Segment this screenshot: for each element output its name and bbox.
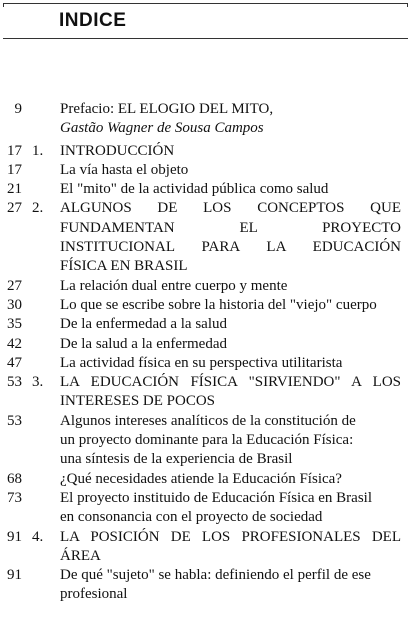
entry-title (60, 161, 411, 180)
entry-title-line: profesional (60, 586, 128, 603)
page-number: 91 (7, 567, 22, 584)
entry-title (60, 373, 411, 412)
toc-entry (0, 335, 411, 354)
toc-entry (0, 142, 411, 161)
entry-title-line: De la salud a la enfermedad (60, 335, 227, 352)
entry-title-line: un proyecto dominante para la Educación Física: (60, 432, 354, 449)
entry-title (60, 296, 411, 315)
top-border (3, 3, 408, 4)
entry-title-line: INTRODUCCIÓN (60, 142, 175, 159)
page-number: 68 (7, 470, 22, 487)
table-of-contents (0, 100, 411, 605)
entry-title-line: LA POSICIÓN DE LOS PROFESIONALES DEL (60, 528, 401, 545)
title-divider (3, 38, 408, 39)
entry-title-line: FÍSICA EN BRASIL (60, 258, 188, 275)
entry-title (60, 470, 411, 489)
toc-entry (0, 277, 411, 296)
entry-title-line: La relación dual entre cuerpo y mente (60, 277, 288, 294)
entry-title-line: LA EDUCACIÓN FÍSICA "SIRVIENDO" A LOS (60, 374, 401, 391)
entry-title (60, 315, 411, 334)
page-number: 91 (7, 528, 22, 545)
entry-title-line: De la enfermedad a la salud (60, 316, 227, 333)
entry-title-line: Prefacio: EL ELOGIO DEL MITO, (60, 101, 274, 117)
entry-author: Gastão Wagner de Sousa Campos (60, 120, 264, 137)
toc-entry (0, 315, 411, 334)
entry-title (60, 335, 411, 354)
page-number: 73 (7, 489, 22, 506)
toc-entry (0, 373, 411, 412)
chapter-number: 3. (32, 374, 44, 391)
entry-title-line: ¿Qué necesidades atiende la Educación Física? (60, 470, 342, 487)
toc-entry (0, 566, 411, 605)
entry-title-line: una síntesis de la experiencia de Brasil (60, 451, 293, 468)
entry-title (60, 489, 411, 528)
page-number: 53 (7, 412, 22, 429)
toc-entry (0, 489, 411, 528)
toc-entry (0, 199, 411, 276)
page-number: 17 (7, 161, 22, 178)
entry-title-line: Algunos intereses analíticos de la constitución de (60, 412, 356, 429)
entry-title-line: El proyecto instituido de Educación Física en Brasil (60, 489, 373, 506)
page-number: 53 (7, 374, 22, 391)
entry-title-line: INTERESES DE POCOS (60, 393, 216, 410)
page-number: 27 (7, 200, 22, 217)
page-title: INDICE (59, 10, 127, 31)
entry-title-line: FUNDAMENTAN EL PROYECTO (60, 219, 401, 236)
entry-title (60, 354, 411, 373)
entry-title-line: ÁREA (60, 547, 101, 564)
entry-title-line: La vía hasta el objeto (60, 161, 189, 178)
entry-title (60, 566, 411, 605)
entry-title-line: INSTITUCIONAL PARA LA EDUCACIÓN (60, 239, 401, 256)
page-number: 17 (7, 142, 22, 159)
page-number: 30 (7, 296, 22, 313)
toc-entry (0, 161, 411, 180)
left-border-tick (3, 3, 4, 7)
entry-title-line: ALGUNOS DE LOS CONCEPTOS QUE (60, 200, 401, 217)
right-border-tick (407, 3, 408, 7)
entry-title-line: Lo que se escribe sobre la historia del "viejo" cuerpo (60, 296, 377, 313)
chapter-number: 4. (32, 528, 44, 545)
toc-entry (0, 528, 411, 567)
chapter-number: 1. (32, 142, 44, 159)
entry-title-line: El "mito" de la actividad pública como salud (60, 181, 329, 198)
entry-title (60, 528, 411, 567)
page-number: 42 (7, 335, 22, 352)
entry-title (60, 100, 411, 139)
page-number: 27 (7, 277, 22, 294)
entry-title (60, 199, 411, 276)
page-number: 21 (7, 181, 22, 198)
toc-entry (0, 100, 411, 139)
page-number: 9 (14, 101, 22, 117)
toc-entry (0, 296, 411, 315)
entry-title (60, 142, 411, 161)
entry-title (60, 277, 411, 296)
toc-entry (0, 470, 411, 489)
entry-title (60, 180, 411, 199)
entry-title-line: La actividad física en su perspectiva utilitarista (60, 354, 343, 371)
toc-entry (0, 412, 411, 470)
entry-title (60, 412, 411, 470)
page-number: 47 (7, 354, 22, 371)
chapter-number: 2. (32, 200, 44, 217)
page-number: 35 (7, 316, 22, 333)
entry-title-line: De qué "sujeto" se habla: definiendo el perfil de ese (60, 567, 371, 584)
toc-entry (0, 354, 411, 373)
entry-title-line: en consonancia con el proyecto de sociedad (60, 509, 323, 526)
toc-entry (0, 180, 411, 199)
